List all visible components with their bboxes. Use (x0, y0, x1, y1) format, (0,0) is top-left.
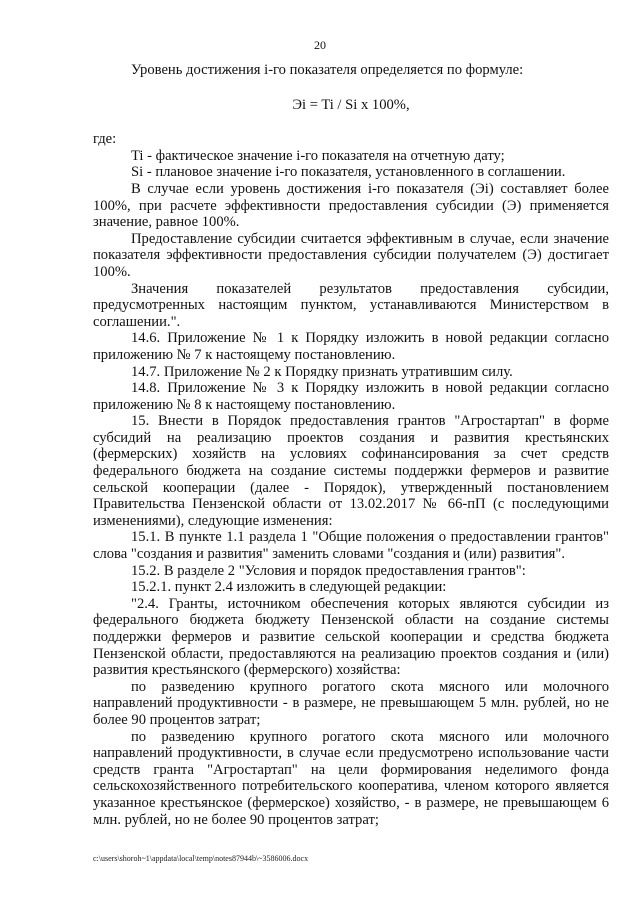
paragraph-15: 15. Внести в Порядок предоставления грантов "Агростартап" в форме субсидий на реализацию проектов создания и развития крестьянских (фермерских) хозяйств на условиях софинансирования за счет средств федерального бюджета на создание системы поддержки фермеров и развитие сельской кооперации (далее - Порядок), утвержденный постановлением Правительства Пензенской области от 13.02.2017 № 66-пП (с последующими изменениями), следующие изменения: (93, 413, 609, 529)
paragraph-15-2: 15.2. В разделе 2 "Условия и порядок предоставления грантов": (131, 562, 526, 579)
document-body (93, 62, 609, 828)
paragraph-14-8: 14.8. Приложение № 3 к Порядку изложить в новой редакции согласно приложению № 8 к настоящему постановлению. (93, 380, 609, 413)
paragraph-14-7: 14.7. Приложение № 2 к Порядку признать утратившим силу. (131, 363, 513, 380)
paragraph-2-4: "2.4. Гранты, источником обеспечения которых являются субсидии из федерального бюджета бюджету Пензенской области на создание системы поддержки фермеров и развитие сельской кооперации и средства бюджета Пензенской области, предоставляются на реализацию проектов создания и (или) развития крестьянского (фермерского) хозяйства: (93, 595, 609, 679)
formula: Эi = Ti / Si x 100%, (292, 96, 410, 113)
footer-file-path: c:\users\shoroh~1\appdata\local\temp\notes87944b\~3586006.docx (93, 854, 309, 863)
paragraph-15-1: 15.1. В пункте 1.1 раздела 1 "Общие положения о предоставлении грантов" слова "создания и развития" заменить словами "создания и (или) развития". (93, 529, 609, 563)
paragraph-si-definition: Si - плановое значение i-го показателя, установленного в соглашении. (131, 164, 566, 181)
paragraph-effective: Предоставление субсидии считается эффективным в случае, если значение показателя эффективности предоставления субсидии получателем (Э) достигает 100%. (93, 230, 609, 280)
paragraph-cattle-6mln: по разведению крупного рогатого скота мясного или молочного направлений продуктивности, в случае если предусмотрено использование части средств гранта "Агростартап" на цели формирования неделимого фонда сельскохозяйственного потребительского кооператива, членом которого является указанное крестьянское (фермерское) хозяйство, - в размере, не превышающем 6 млн. рублей, но не более 90 процентов затрат; (93, 728, 609, 828)
paragraph-over-100: В случае если уровень достижения i-го показателя (Эi) составляет более 100%, при расчете эффективности предоставления субсидии (Э) применяется значение, равное 100%. (93, 180, 609, 231)
page-number: 20 (314, 38, 326, 52)
paragraph-where: где: (93, 131, 117, 148)
paragraph-15-2-1: 15.2.1. пункт 2.4 изложить в следующей редакции: (131, 579, 447, 596)
paragraph-14-6: 14.6. Приложение № 1 к Порядку изложить в новой редакции согласно приложению № 7 к настоящему постановлению. (93, 330, 609, 363)
paragraph-formula-intro: Уровень достижения i-го показателя определяется по формуле: (131, 62, 524, 78)
paragraph-cattle-5mln: по разведению крупного рогатого скота мясного или молочного направлений продуктивности - в размере, не превышающем 5 млн. рублей, но не более 90 процентов затрат; (93, 678, 609, 728)
paragraph-indicator-values: Значения показателей результатов предоставления субсидии, предусмотренных настоящим пунктом, устанавливаются Министерством в соглашении.". (93, 280, 609, 330)
paragraph-ti-definition: Ti - фактическое значение i-го показателя на отчетную дату; (131, 147, 505, 164)
